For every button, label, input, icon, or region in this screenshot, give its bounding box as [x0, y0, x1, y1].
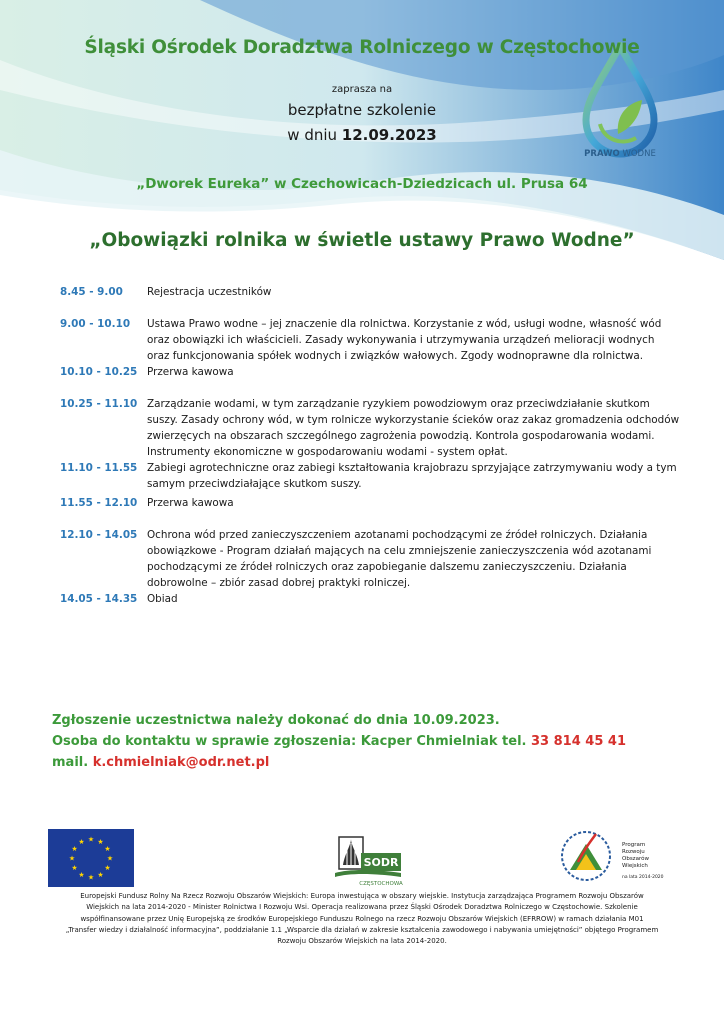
agenda-row [60, 364, 680, 380]
agenda-time: 10.10 - 10.25 [60, 366, 138, 378]
eu-star-icon: ★ [97, 838, 104, 847]
agenda-time: 12.10 - 14.05 [60, 529, 138, 541]
training-type: bezpłatne szkolenie [287, 101, 437, 119]
agenda-description: Przerwa kawowa [147, 497, 234, 509]
eu-star-icon: ★ [106, 854, 114, 863]
eu-star-icon: ★ [78, 870, 85, 879]
organization-title: Śląski Ośrodek Doradztwa Rolniczego w Częstochowie [84, 37, 640, 58]
prow-logo [556, 820, 686, 890]
agenda-description: Obiad [147, 593, 178, 605]
eu-star-icon: ★ [104, 845, 111, 853]
eu-star-icon: ★ [97, 870, 104, 879]
agenda-row [60, 527, 680, 591]
registration-deadline: Zgłoszenie uczestnictwa należy dokonać do dnia 10.09.2023. [52, 713, 500, 728]
contact-person: Osoba do kontaktu w sprawie zgłoszenia: Kacper Chmielniak tel. 33 814 45 41 [52, 734, 627, 749]
eu-flag-icon [48, 829, 134, 887]
contact-email-link[interactable]: k.chmielniak@odr.net.pl [92, 755, 270, 770]
training-date: 12.09.2023 [341, 126, 437, 144]
sodr-logo [333, 835, 403, 889]
agenda-time: 9.00 - 10.10 [60, 318, 131, 330]
footer-line: współfinansowane przez Unię Europejską ze środków Europejskiego Funduszu Rolnego na rzecz Rozwoju Obszarów Wiejskich (EFRROW) w ramach działania M01 [80, 914, 644, 923]
footer-line: „Transfer wiedzy i działalność informacyjna”, poddziałanie 1.1 „Wsparcie dla działań w zakresie kształcenia zawodowego i nabywania umiejętności” objętego Programem [65, 925, 659, 934]
agenda-row [60, 460, 680, 492]
invite-text: zaprasza na [331, 84, 393, 95]
footer-note [20, 891, 704, 947]
eu-star-icon: ★ [87, 873, 95, 882]
agenda-time: 10.25 - 11.10 [60, 398, 138, 410]
agenda-description: Zarządzanie wodami, w tym zarządzanie ryzykiem powodziowym oraz przeciwdziałanie skutkom suszy. Zasady ochrony wód, w tym rolnicze wykorzystanie ścieków oraz zakaz gromadzenia odchodów zwierzęcych na obszarach szczególnego zagrożenia powodzią. Kontrola gospodarowania wodami. Instrumenty ekonomiczne w gospodarowaniu wodami - system opłat. [147, 398, 680, 458]
training-date-line: w dniu 12.09.2023 [287, 126, 437, 144]
footer-line: Wiejskich na lata 2014-2020 - Minister Rolnictwa I Rozwoju Wsi. Operacja realizowana przez Śląski Ośrodek Doradztwa Rolniczego w Częstochowie. Szkolenie [86, 903, 638, 912]
contact-mail: mail. k.chmielniak@odr.net.pl [52, 755, 270, 770]
eu-star-icon: ★ [71, 864, 78, 872]
agenda-row [60, 284, 680, 300]
footer-line: Europejski Fundusz Rolny Na Rzecz Rozwoju Obszarów Wiejskich: Europa inwestująca w obszary wiejskie. Instytucja zarządzająca Programem Rozwoju Obszarów [80, 892, 644, 900]
agenda-time: 11.10 - 11.55 [60, 462, 138, 474]
agenda-row [60, 396, 680, 460]
agenda-description: Ustawa Prawo wodne – jej znaczenie dla rolnictwa. Korzystanie z wód, usługi wodne, własność wód oraz obowiązki ich właścicieli. Zasady wykonywania i utrzymywania urządzeń melioracji wodnych oraz funkcjonowania spółek wodnych i związków wałowych. Zgody wodnoprawne dla rolnictwa. [147, 318, 662, 362]
training-topic: „Obowiązki rolnika w świetle ustawy Prawo Wodne” [89, 230, 635, 251]
agenda-row [60, 591, 680, 607]
agenda-row [60, 316, 680, 364]
prow-years: na lata 2014-2020 [622, 875, 664, 880]
prow-line-1: Program [622, 842, 646, 848]
venue: „Dworek Eureka” w Czechowicach-Dziedzicach ul. Prusa 64 [136, 176, 588, 192]
sodr-city: CZĘSTOCHOWA [359, 881, 403, 887]
contact-info [52, 710, 692, 773]
eu-star-icon: ★ [78, 838, 85, 847]
sodr-name: SODR [363, 856, 399, 869]
agenda-time: 14.05 - 14.35 [60, 593, 138, 605]
prawo-wodne-logo-text: PRAWO WODNE [584, 149, 656, 159]
agenda-time: 11.55 - 12.10 [60, 497, 138, 509]
agenda [60, 284, 680, 607]
prow-line-2: Rozwoju [622, 849, 645, 855]
contact-phone[interactable]: 33 814 45 41 [531, 734, 627, 749]
agenda-description: Ochrona wód przed zanieczyszczeniem azotanami pochodzącymi ze źródeł rolniczych. Działania obowiązkowe - Program działań mających na celu zmniejszenie zanieczyszczenia wód azotanami pochodzącymi ze źródeł rolniczych oraz zapobieganie dalszemu zanieczyszczeniu. Działania dobrowolne – zbiór zasad dobrej praktyki rolniczej. [147, 529, 652, 589]
eu-star-icon: ★ [104, 864, 111, 872]
prow-line-3: Obszarów [622, 856, 649, 862]
agenda-description: Rejestracja uczestników [147, 286, 272, 298]
prow-line-4: Wiejskich [622, 863, 648, 869]
eu-star-icon: ★ [71, 845, 78, 853]
footer-line: Rozwoju Obszarów Wiejskich na lata 2014-2020. [277, 937, 447, 946]
agenda-row [60, 495, 680, 511]
agenda-description: Przerwa kawowa [147, 366, 234, 378]
agenda-description: Zabiegi agrotechniczne oraz zabiegi kształtowania krajobrazu sprzyjające zatrzymywaniu wody a tym samym przeciwdziałające skutkom suszy. [147, 462, 677, 490]
agenda-time: 8.45 - 9.00 [60, 286, 123, 298]
eu-star-icon: ★ [87, 835, 95, 844]
eu-star-icon: ★ [68, 854, 76, 863]
